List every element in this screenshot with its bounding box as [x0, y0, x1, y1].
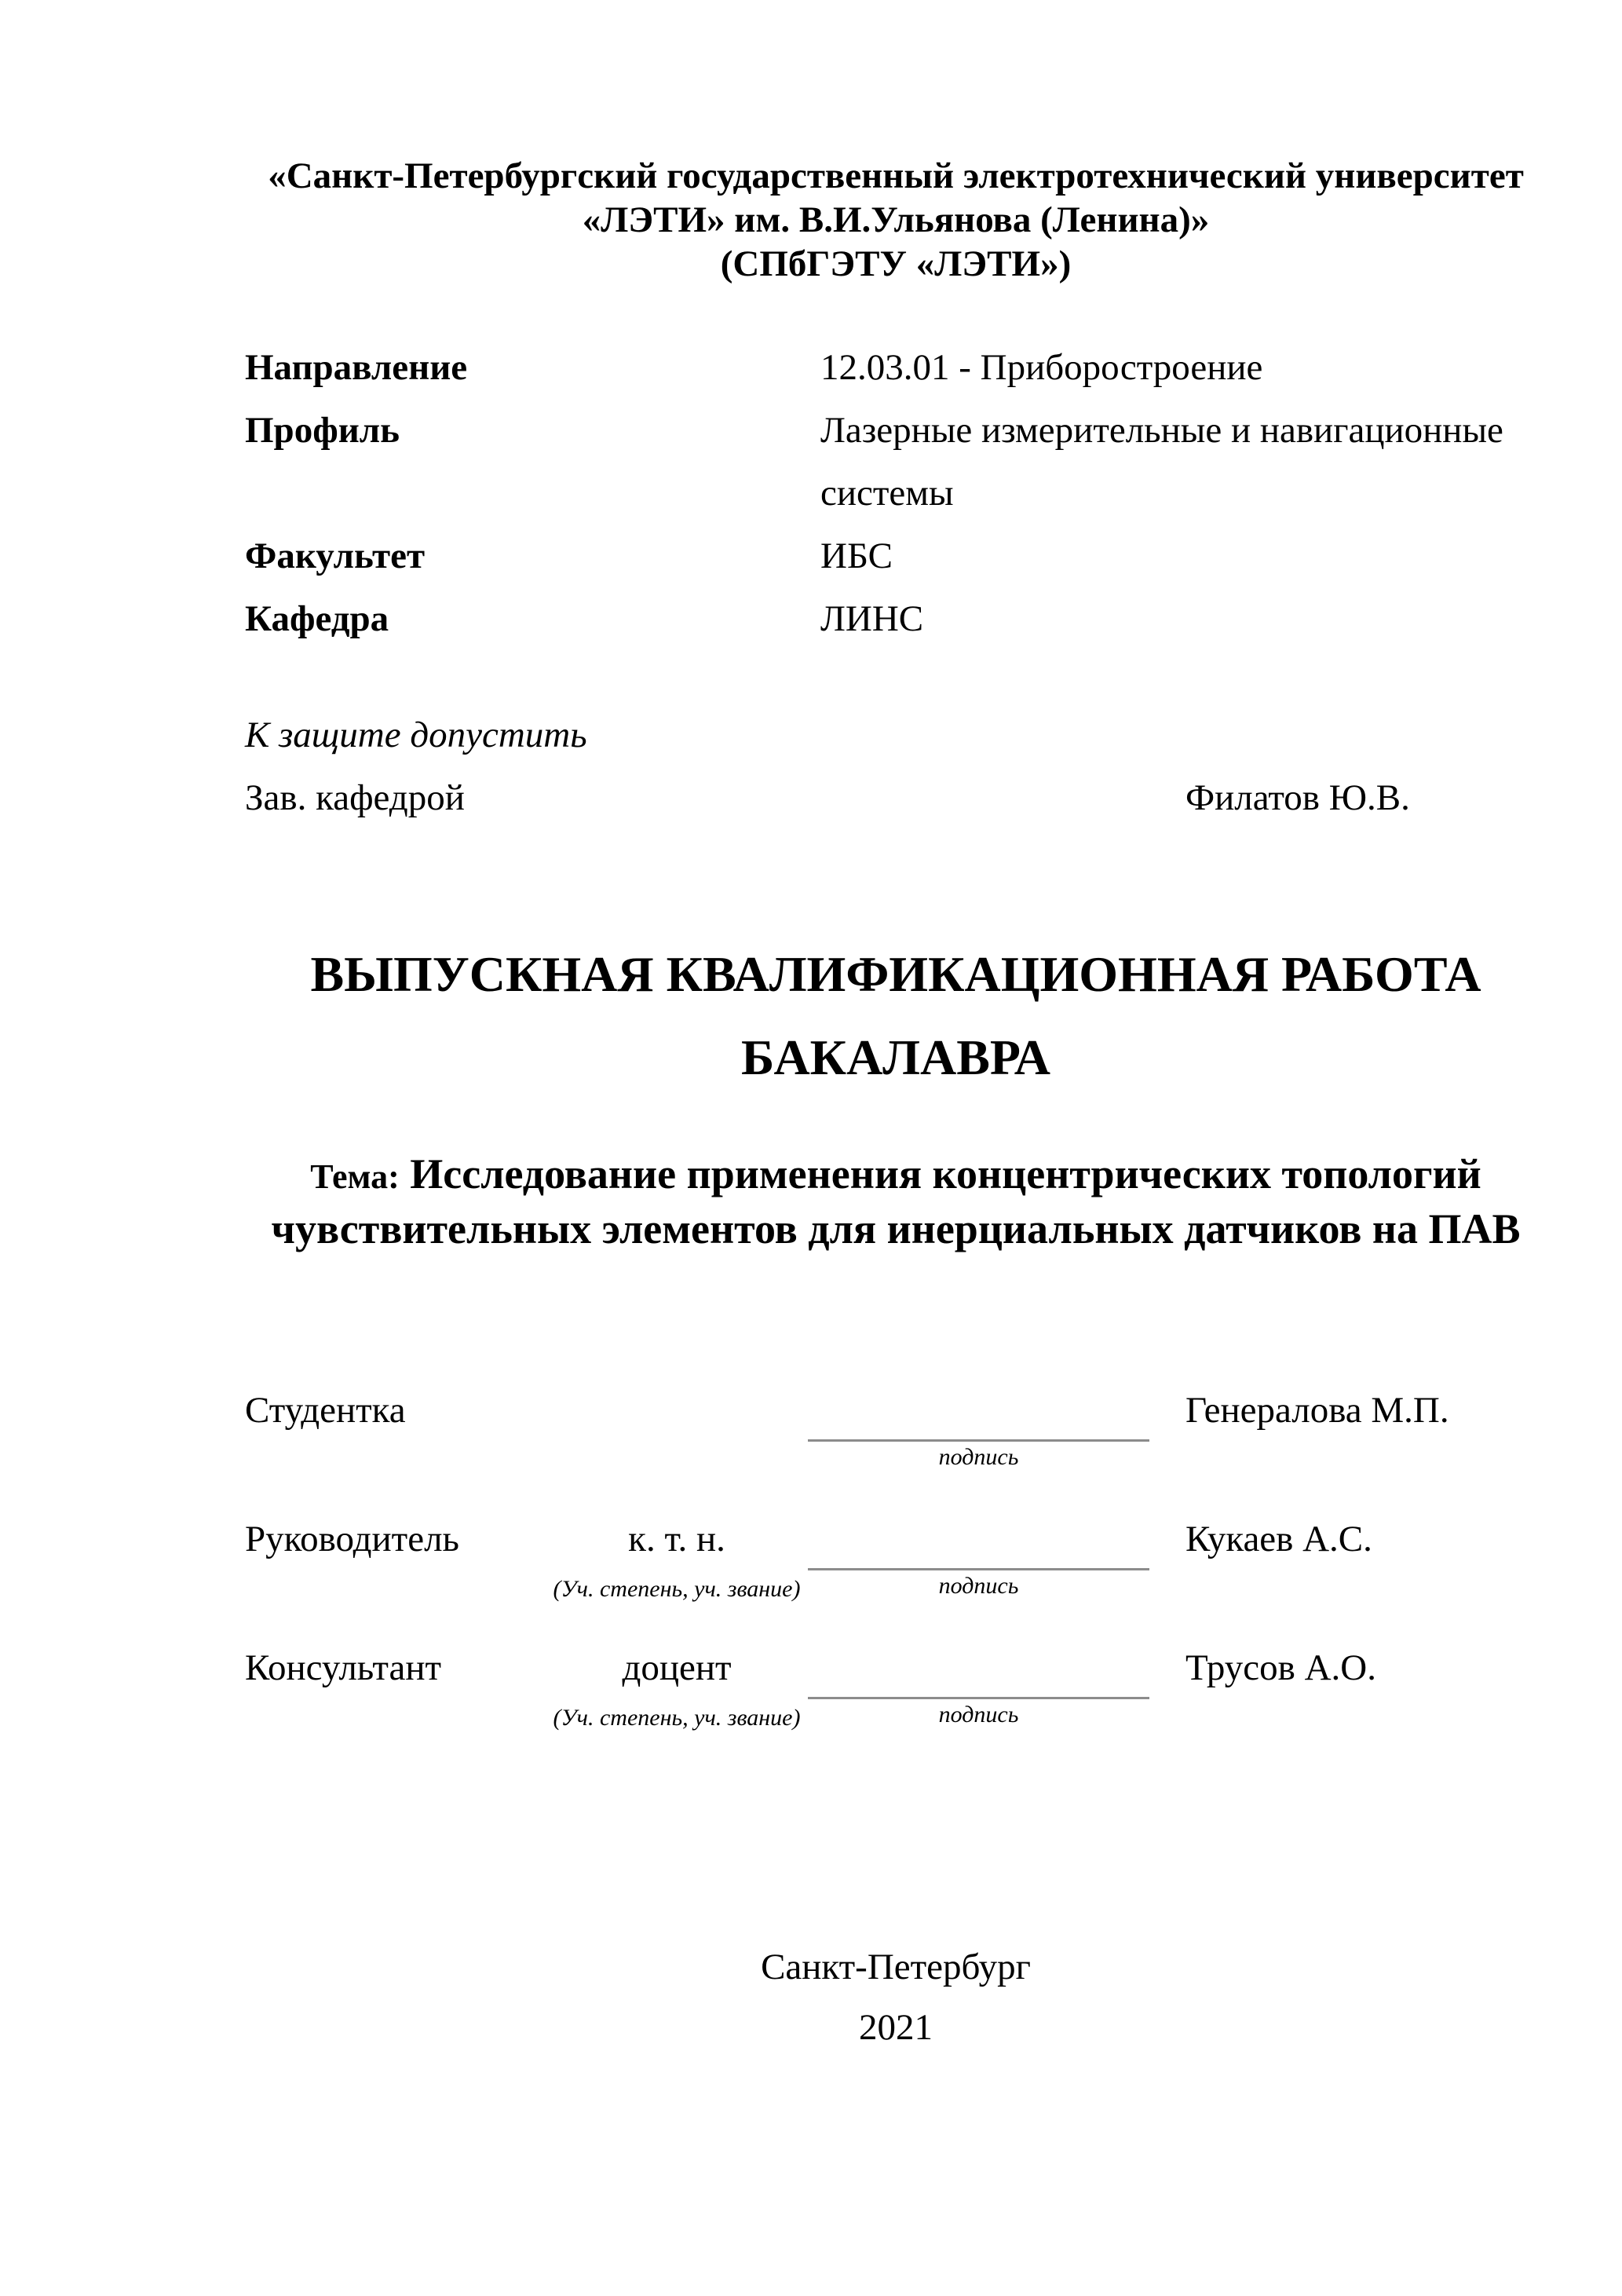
degree-label: доцент [622, 1647, 732, 1688]
field-value-faculty [820, 525, 1547, 587]
program-fields-table [245, 336, 1547, 650]
signature-caption: подпись [938, 1702, 1019, 1727]
footer [245, 1937, 1547, 2058]
university-name-line: «Санкт-Петербургский государственный электротехнический университет [268, 155, 1524, 196]
admission-section [245, 704, 1547, 829]
thesis-degree-line: БАКАЛАВРА [740, 1029, 1051, 1085]
city: Санкт-Петербург [761, 1947, 1031, 1987]
field-value-line: ИБС [820, 536, 893, 576]
university-name [245, 154, 1547, 286]
signature-caption: подпись [938, 1444, 1019, 1470]
signee-name: Трусов А.О. [1185, 1647, 1376, 1688]
field-value-direction [820, 336, 1547, 399]
role-label: Консультант [245, 1647, 442, 1688]
field-label-faculty: Факультет [245, 536, 426, 576]
signee-name: Кукаев А.С. [1185, 1519, 1372, 1559]
degree-label: к. т. н. [628, 1519, 725, 1559]
signature-caption: подпись [938, 1573, 1019, 1599]
signature-line [808, 1568, 1149, 1570]
field-value-department [820, 587, 1547, 650]
thesis-topic [245, 1148, 1547, 1256]
field-label-direction: Направление [245, 347, 468, 388]
thesis-title-line: ВЫПУСКНАЯ КВАЛИФИКАЦИОННАЯ РАБОТА [310, 946, 1481, 1002]
year: 2021 [859, 2007, 933, 2048]
field-value-line: системы [820, 473, 954, 514]
field-value-profile [820, 399, 1547, 525]
department-head-name: Филатов Ю.В. [1185, 777, 1410, 818]
field-value-line: Лазерные измерительные и навигационные [820, 410, 1503, 451]
topic-label: Тема: [310, 1157, 400, 1196]
thesis-title [245, 933, 1547, 1099]
university-name-line: (СПбГЭТУ «ЛЭТИ») [720, 243, 1072, 284]
university-name-line: «ЛЭТИ» им. В.И.Ульянова (Ленина)» [582, 199, 1210, 240]
degree-caption: (Уч. степень, уч. звание) [553, 1705, 801, 1731]
signature-row-supervisor [245, 1521, 1547, 1650]
department-head-label: Зав. кафедрой [245, 777, 465, 818]
signature-line [808, 1697, 1149, 1699]
signature-row-student [245, 1392, 1547, 1521]
topic-text: Исследование применения концентрических топологий чувствительных элементов для инерциальных датчиков на ПАВ [271, 1150, 1521, 1252]
role-label: Руководитель [245, 1519, 459, 1559]
field-value-line: ЛИНС [820, 598, 924, 639]
admission-note: К защите допустить [245, 715, 587, 755]
degree-caption: (Уч. степень, уч. звание) [553, 1576, 801, 1602]
field-value-line: 12.03.01 - Приборостроение [820, 347, 1263, 388]
signature-line [808, 1439, 1149, 1442]
field-label-department: Кафедра [245, 598, 389, 639]
signatures-section [245, 1392, 1547, 1779]
signature-row-consultant [245, 1647, 1547, 1779]
field-label-profile: Профиль [245, 410, 400, 451]
signee-name: Генералова М.П. [1185, 1390, 1449, 1431]
department-head-row [245, 766, 1547, 829]
role-label: Студентка [245, 1390, 406, 1431]
